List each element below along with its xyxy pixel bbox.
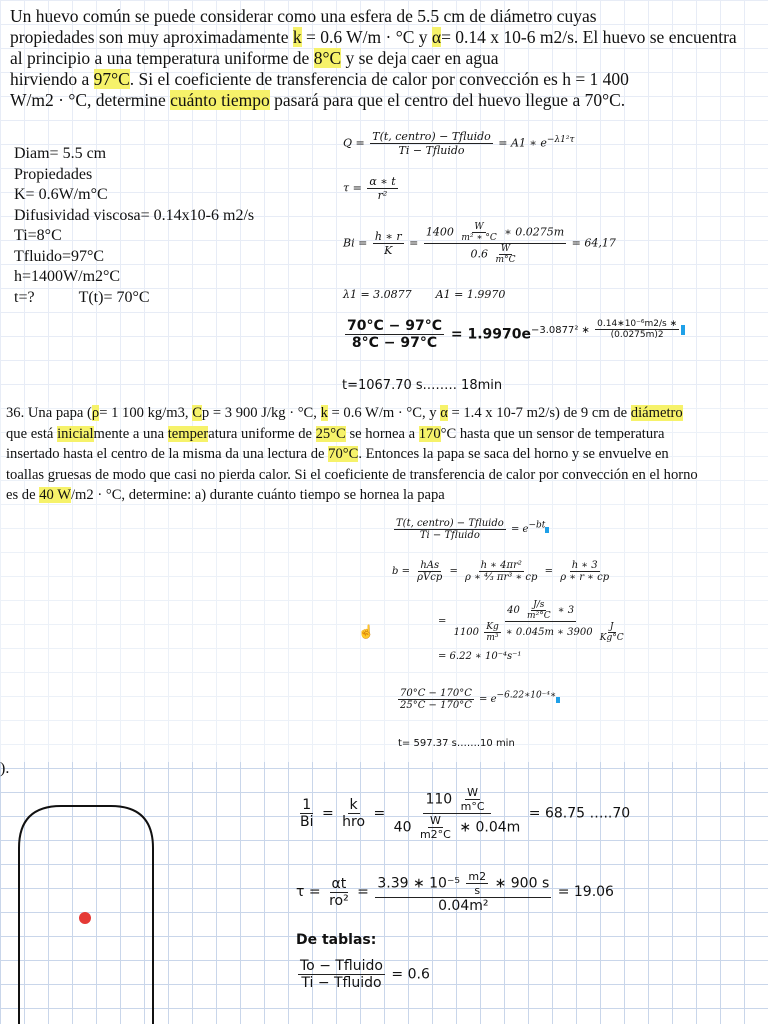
prop-heading: Propiedades	[14, 165, 93, 183]
given-properties	[14, 144, 254, 308]
prop-diffusivity: Difusividad viscosa= 0.14x10-6 m2/s	[14, 206, 255, 224]
tables-heading: De tablas:	[296, 932, 377, 948]
prop-ti: Ti=8°C	[14, 227, 62, 244]
eq-final-ratio: $\frac{70^\circ C - 170^\circ C}{25^\circ C - 170^\circ C}$ = $e^{-6.22∗10^{-4}∗}$	[396, 688, 560, 711]
hand-cursor-icon: ☝	[358, 624, 375, 639]
statement-line: 36. Una papa (ρ= 1 100 kg/m3, Cp = 3 900 J/kg · °C, k = 0.6 W/m · °C, y α = 1.4 x 10-7 m2/s) de 9 cm de diámetro	[6, 405, 683, 421]
eq-inverse-biot: $\frac{1}{Bi}$ = $\frac{k}{\text{hro}}$ = 110 $\frac{W}{m^\circ C}$ 40 $\frac{W}{m2^\circ C}$ ∗ 0.04m = 68.75 …..70	[300, 786, 631, 841]
problem-2-statement	[6, 403, 698, 506]
prop-unknown: t=? T(t)= 70°C	[14, 288, 150, 306]
problem-1-statement	[10, 6, 737, 111]
eq-q-ratio: Q = $\frac{\text{T(t, centro) − Tfluido}}{\text{Ti − Tfluido}}$ = A1 ∗ $e^{-\lambda 1^2\tau}$	[343, 130, 575, 157]
eq-tables-ratio: $\frac{\text{To − Tfluido}}{\text{Ti − Tfluido}}$ = 0.6	[300, 958, 430, 991]
statement-line: toallas gruesas de modo que casi no pierda calor. Si el coeficiente de transferencia de calor por convección en el horno	[6, 466, 698, 483]
eq-solve-time: $\frac{70^\circ C - 97^\circ C}{8^\circ C - 97^\circ C}$ = $1.9970e^{-3.0877^2 ∗ \frac{\text{0.14∗10⁻⁶m2/s ∗}}{(0.0275m)2}}$	[343, 318, 685, 351]
prop-k: K= 0.6W/m°C	[14, 186, 108, 203]
eq-lumped-ratio: $\frac{\text{T(t, centro) − Tfluido}}{\text{Ti − Tfluido}}$ = $e^{-bt}$	[392, 518, 549, 541]
body-shape-diagram	[16, 804, 156, 1024]
result-time-1: t=1067.70 s.……. 18min	[342, 378, 503, 393]
prop-diameter: Diam= 5.5 cm	[14, 145, 107, 162]
eq-lambda-a1: λ1 = 3.0877 A1 = 1.9970	[343, 288, 506, 301]
statement-line: es de 40 W/m2 · °C, determine: a) durante cuánto tiempo se hornea la papa	[6, 487, 445, 503]
statement-line: hirviendo a 97°C. Si el coeficiente de transferencia de calor por convección es h = 1 400	[10, 69, 629, 89]
statement-line: al principio a una temperatura uniforme de 8°C y se deja caer en agua	[10, 48, 499, 68]
statement-line: insertado hasta el centro de la misma da una lectura de 70°C. Entonces la papa se saca del horno y se envuelve en	[6, 446, 669, 462]
problem-1-panel	[0, 0, 768, 402]
statement-line: propiedades son muy aproximadamente k = 0.6 W/m · °C y α= 0.14 x 10-6 m2/s. El huevo se encuentra	[10, 27, 737, 47]
prop-h: h=1400W/m2°C	[14, 268, 121, 285]
cursor-mark-icon	[556, 697, 560, 703]
edge-text: ).	[0, 762, 10, 777]
eq-b-definition: b = $\frac{\text{hAs}}{\text{ρVcp}}$ = $\frac{\text{h ∗ 4πr²}}{\text{ρ ∗ ⁴⁄₃ πr³ ∗ cp}}$ = $\frac{h ∗ 3}{\rho ∗ r ∗ cp}$	[392, 560, 610, 583]
statement-line: que está inicialmente a una temperatura uniforme de 25°C se hornea a 170°C hasta que un sensor de temperatura	[6, 425, 665, 442]
cursor-mark-icon	[681, 325, 685, 335]
problem-2-panel	[0, 402, 768, 762]
eq-b-substitution: = 40 $\frac{J/s}{\text{m²°C}}$ ∗ 3 1100 $\frac{Kg}{\text{m³}}$ ∗ 0.045m ∗ 3900 $\frac{J}{Kg^\circ C}$	[438, 600, 624, 643]
prop-tfluid: Tfluido=97°C	[14, 247, 105, 265]
eq-biot: Bi = $\frac{h ∗ r}{K}$ = 1400 $\frac{W}{\text{m² ∗ °C}}$ ∗ 0.0275m 0.6 $\frac{W}{m^\circ C}$ = 64,17	[343, 222, 616, 265]
statement-line: W/m2 · °C, determine cuánto tiempo pasará para que el centro del huevo llegue a 70°C.	[10, 90, 626, 110]
statement-line: Un huevo común se puede considerar como una esfera de 5.5 cm de diámetro cuyas	[10, 6, 597, 26]
eq-tau: τ = $\frac{\alpha ∗ t}{\text{r²}}$	[343, 175, 396, 202]
problem-3-panel	[0, 762, 768, 1024]
eq-b-value: = 6.22 ∗ 10⁻⁴s⁻¹	[438, 651, 522, 662]
cursor-mark-icon	[545, 527, 549, 533]
center-point-marker	[79, 912, 91, 924]
result-time-2: t= 597.37 s…….10 min	[398, 738, 515, 749]
eq-tau-3: τ = $\frac{\alpha t}{\text{ro²}}$ = 3.39 ∗ 10⁻⁵ $\frac{m2}{s}$ ∗ 900 s 0.04m² = 19.06	[296, 870, 614, 914]
